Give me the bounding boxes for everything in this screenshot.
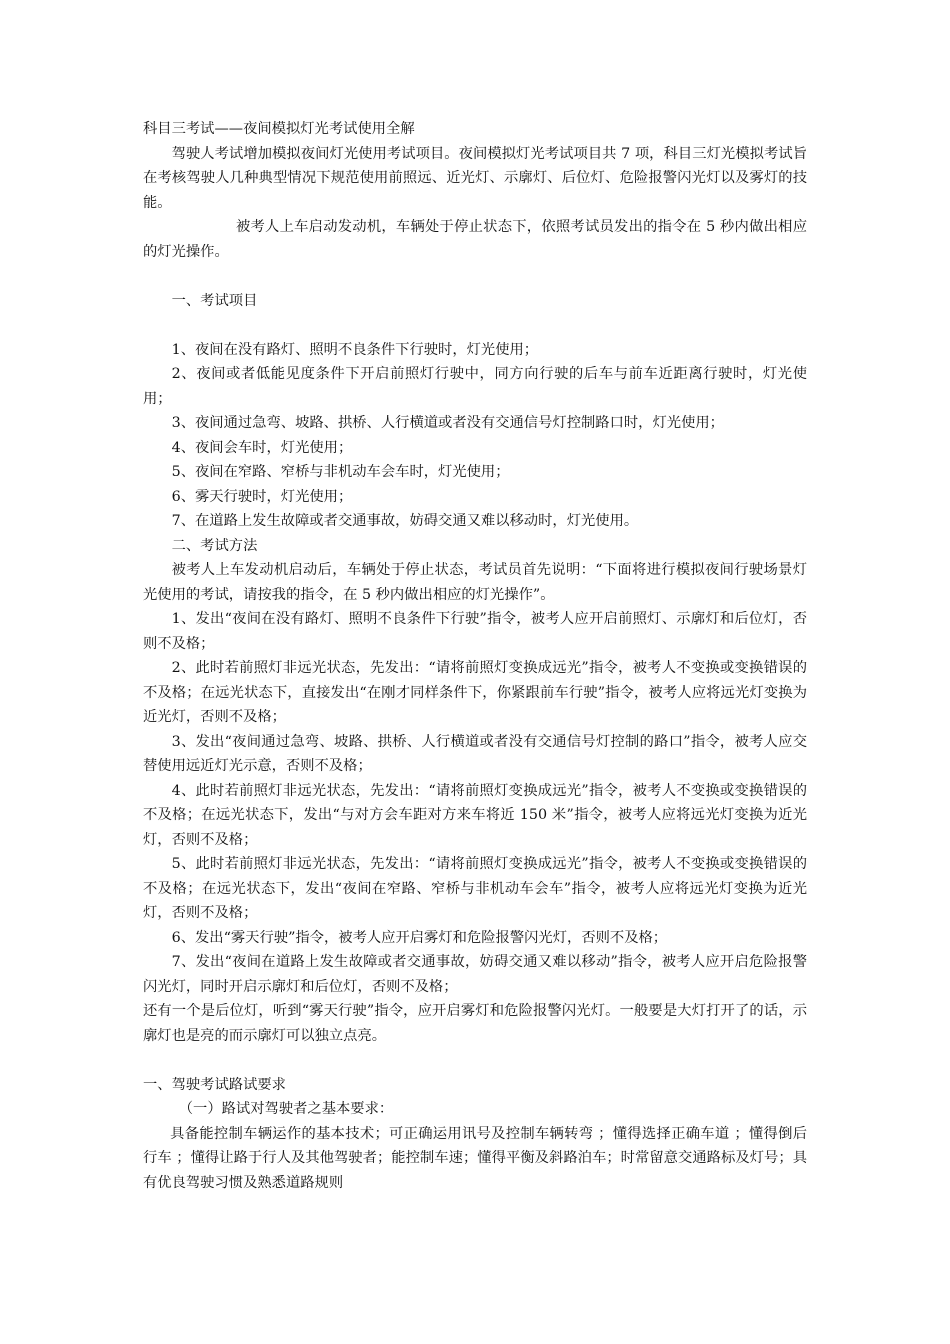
section-intro: 被考人上车发动机启动后，车辆处于停止状态，考试员首先说明：“下面将进行模拟夜间行驶场景灯光使用的考试，请按我的指令，在 5 秒内做出相应的灯光操作”。 (143, 562, 807, 603)
subsection-heading: （一）路试对驾驶者之基本要求： (178, 1101, 394, 1117)
body-paragraph: 具备能控制车辆运作的基本技术；可正确运用讯号及控制车辆转弯 ；懂得选择正确车道 ；懂得倒后行车 ；懂得让路于行人及其他驾驶者；能控制车速；懂得平衡及斜路泊车；时常留意交通路标及灯号；具有优良驾驶习惯及熟悉道路规则 (143, 1125, 807, 1191)
list-item: 3、发出“夜间通过急弯、坡路、拱桥、人行横道或者没有交通信号灯控制的路口”指令，被考人应交替使用远近灯光示意，否则不及格； (143, 733, 807, 774)
note-paragraph: 还有一个是后位灯，听到“雾天行驶”指令，应开启雾灯和危险报警闪光灯。一般要是大灯打开了的话，示廓灯也是亮的而示廓灯可以独立点亮。 (143, 1003, 807, 1044)
list-item: 1、发出“夜间在没有路灯、照明不良条件下行驶”指令，被考人应开启前照灯、示廓灯和后位灯，否则不及格； (143, 611, 807, 652)
document-title: 科目三考试——夜间模拟灯光考试使用全解 (143, 121, 415, 137)
list-item: 4、夜间会车时，灯光使用； (171, 439, 353, 456)
blank-line (143, 1048, 807, 1073)
list-item: 3、夜间通过急弯、坡路、拱桥、人行横道或者没有交通信号灯控制路口时，灯光使用； (171, 415, 724, 431)
section-heading: 一、考试项目 (171, 292, 258, 309)
list-item: 4、此时若前照灯非远光状态，先发出：“请将前照灯变换成远光”指令，被考人不变换或变换错误的不及格；在远光状态下，发出“与对方会车距对方来车将近 150 米”指令，被考人应将远光灯变换为近光灯，否则不及格； (143, 782, 807, 848)
section-heading: 二、考试方法 (171, 537, 258, 554)
blank-line (143, 264, 807, 289)
intro-paragraph: 驾驶人考试增加模拟夜间灯光使用考试项目。夜间模拟灯光考试项目共 7 项，科目三灯光模拟考试旨在考核驾驶人几种典型情况下规范使用前照远、近光灯、示廓灯、后位灯、危险报警闪光灯以及雾灯的技能。 (143, 145, 807, 211)
list-item: 5、此时若前照灯非远光状态，先发出：“请将前照灯变换成远光”指令，被考人不变换或变换错误的不及格；在远光状态下，发出“夜间在窄路、窄桥与非机动车会车”指令，被考人应将远光灯变换为近光灯，否则不及格； (143, 856, 807, 921)
list-item: 5、夜间在窄路、窄桥与非机动车会车时，灯光使用； (171, 464, 510, 480)
list-item: 2、此时若前照灯非远光状态，先发出：“请将前照灯变换成远光”指令，被考人不变换或变换错误的不及格；在远光状态下，直接发出“在刚才同样条件下，你紧跟前车行驶”指令，被考人应将远光灯变换为近光灯，否则不及格； (143, 660, 807, 725)
list-item: 1、夜间在没有路灯、照明不良条件下行驶时，灯光使用； (171, 341, 539, 358)
list-item: 6、雾天行驶时，灯光使用； (171, 488, 353, 505)
blank-line (143, 313, 807, 338)
section-heading: 一、驾驶考试路试要求 (143, 1076, 286, 1093)
list-item: 6、发出“雾天行驶”指令，被考人应开启雾灯和危险报警闪光灯，否则不及格； (171, 929, 668, 946)
document-page (143, 117, 807, 1195)
intro-paragraph: 被考人上车启动发动机，车辆处于停止状态下，依照考试员发出的指令在 5 秒内做出相应的灯光操作。 (143, 219, 807, 260)
list-item: 7、在道路上发生故障或者交通事故，妨碍交通又难以移动时，灯光使用。 (171, 513, 639, 529)
list-item: 7、发出“夜间在道路上发生故障或者交通事故，妨碍交通又难以移动”指令，被考人应开启危险报警闪光灯，同时开启示廓灯和后位灯，否则不及格； (143, 954, 807, 995)
list-item: 2、夜间或者低能见度条件下开启前照灯行驶中，同方向行驶的后车与前车近距离行驶时，灯光使用； (143, 366, 807, 407)
